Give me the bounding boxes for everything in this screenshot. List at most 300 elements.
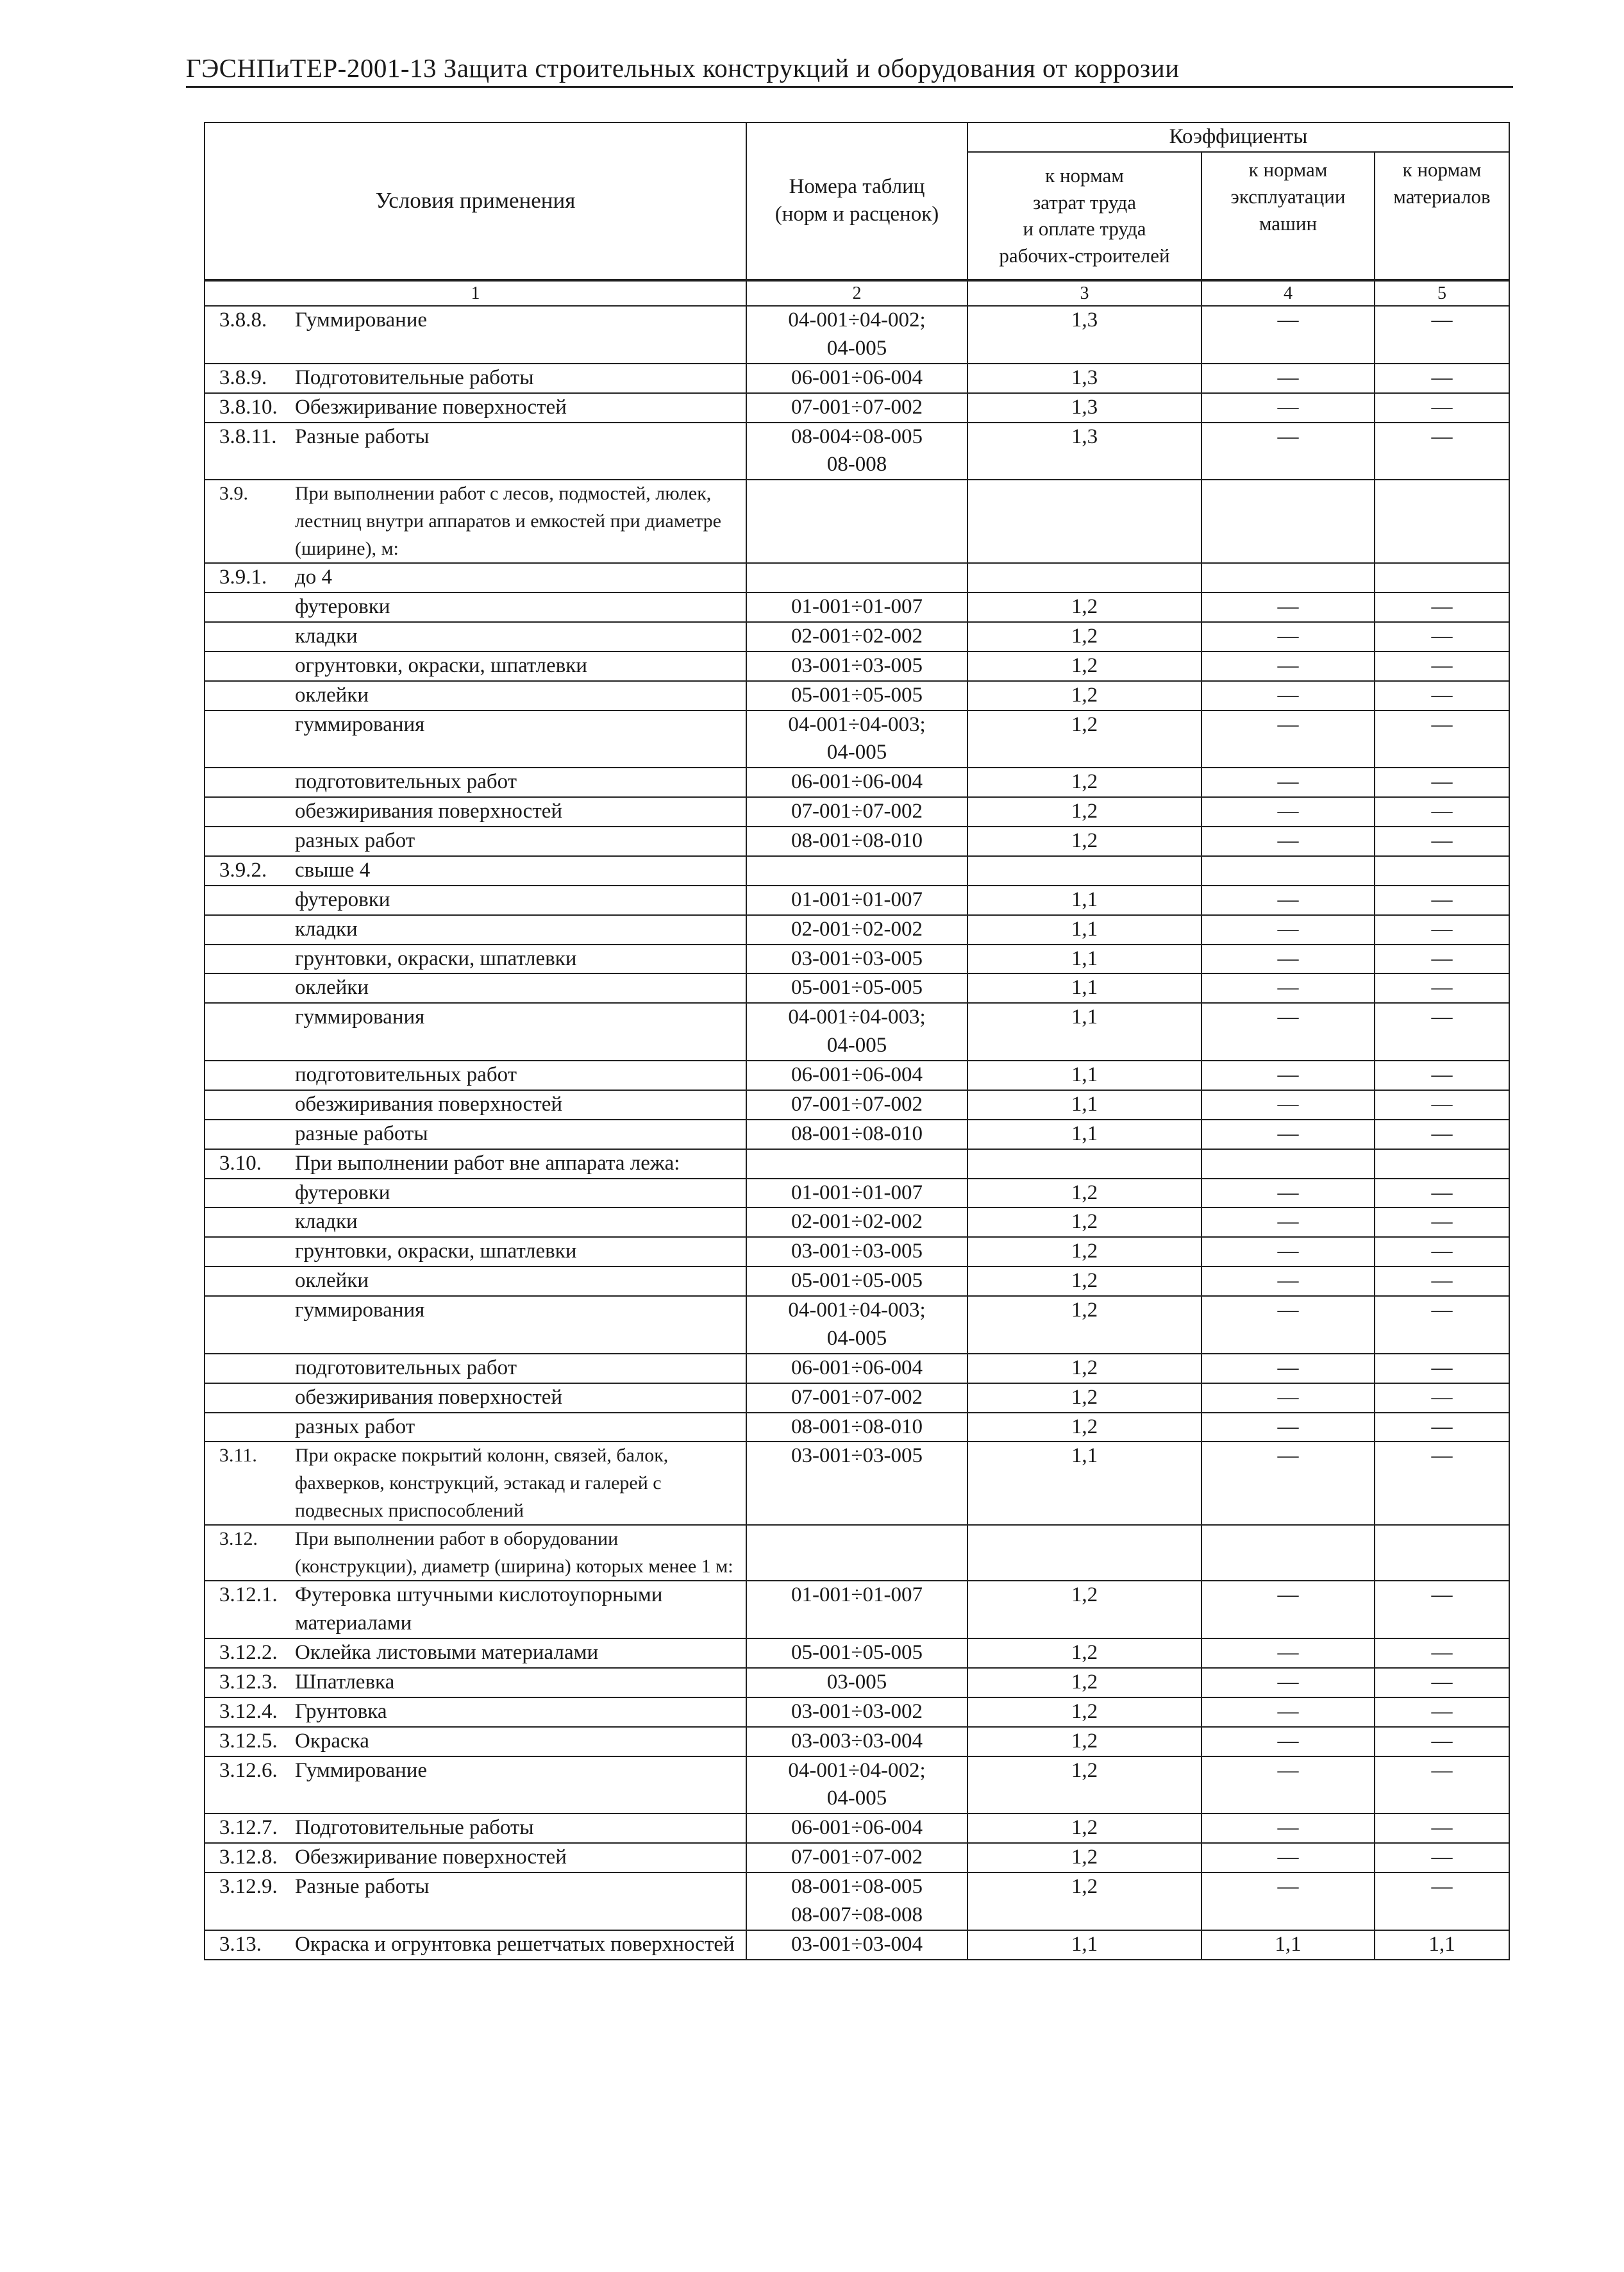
table-row	[205, 1872, 1509, 1930]
materials-coefficient: —	[1375, 1697, 1509, 1727]
materials-coefficient: —	[1375, 1872, 1509, 1930]
table-number-ref: 04-005	[826, 336, 887, 360]
condition-text: футеровки	[295, 595, 390, 619]
condition-text: Футеровка штучными кислотоупорными материалами	[295, 1583, 663, 1635]
table-row	[205, 681, 1509, 711]
table-numbers-cell	[746, 622, 967, 652]
labor-coefficient: 1,1	[967, 973, 1201, 1003]
condition-cell	[205, 1843, 746, 1872]
condition-text: оклейки	[295, 683, 369, 707]
table-number-ref: 02-001÷02-002	[791, 1210, 923, 1234]
materials-coefficient: —	[1375, 1120, 1509, 1149]
table-number-ref: 05-001÷05-005	[791, 1269, 923, 1293]
condition-cell	[205, 681, 746, 711]
machines-coefficient	[1201, 563, 1375, 593]
machines-coefficient: —	[1201, 393, 1375, 423]
materials-coefficient	[1375, 1525, 1509, 1581]
machines-coefficient: —	[1201, 886, 1375, 915]
machines-coefficient: —	[1201, 1266, 1375, 1296]
machines-coefficient: —	[1201, 1843, 1375, 1872]
labor-coefficient: 1,2	[967, 1354, 1201, 1383]
machines-coefficient	[1201, 1525, 1375, 1581]
table-numbers-cell	[746, 1296, 967, 1354]
machines-coefficient: —	[1201, 711, 1375, 768]
condition-text: свыше 4	[295, 858, 371, 882]
table-number-ref: 06-001÷06-004	[791, 1816, 923, 1840]
condition-cell	[205, 364, 746, 393]
labor-coefficient: 1,2	[967, 827, 1201, 856]
condition-text: до 4	[295, 566, 333, 589]
table-row	[205, 856, 1509, 886]
item-number: 3.8.9.	[219, 366, 267, 389]
item-number: 3.12.6.	[219, 1758, 278, 1782]
table-row	[205, 1061, 1509, 1090]
table-number-ref: 03-001÷03-005	[791, 947, 923, 970]
condition-text: оклейки	[295, 976, 369, 1000]
materials-coefficient: —	[1375, 1266, 1509, 1296]
table-numbers-cell	[746, 1727, 967, 1756]
table-numbers-cell	[746, 973, 967, 1003]
table-number-ref: 04-001÷04-002;	[788, 308, 926, 332]
table-row	[205, 1413, 1509, 1442]
labor-coefficient: 1,3	[967, 306, 1201, 364]
labor-coefficient: 1,2	[967, 1266, 1201, 1296]
labor-coefficient: 1,2	[967, 1727, 1201, 1756]
machines-coefficient: —	[1201, 1413, 1375, 1442]
table-row	[205, 306, 1509, 364]
machines-coefficient: —	[1201, 1872, 1375, 1930]
table-numbers-cell	[746, 1813, 967, 1843]
labor-coefficient: 1,1	[967, 1061, 1201, 1090]
table-row	[205, 711, 1509, 768]
table-row	[205, 1383, 1509, 1413]
table-numbers-cell	[746, 1120, 967, 1149]
machines-coefficient: —	[1201, 1581, 1375, 1638]
condition-text: кладки	[295, 624, 358, 648]
condition-cell	[205, 1581, 746, 1638]
condition-cell	[205, 593, 746, 622]
item-number: 3.8.8.	[219, 308, 267, 332]
table-numbers-cell	[746, 364, 967, 393]
condition-cell	[205, 306, 746, 364]
table-numbers-cell	[746, 768, 967, 797]
header-materials	[1375, 152, 1509, 280]
condition-text: Грунтовка	[295, 1699, 387, 1723]
page-header: ГЭСНПиТЕР-2001-13 Защита строительных конструкций и оборудования от коррозии	[186, 53, 1180, 83]
materials-coefficient: —	[1375, 1756, 1509, 1814]
materials-coefficient	[1375, 1149, 1509, 1179]
table-number-ref: 07-001÷07-002	[791, 1846, 923, 1869]
condition-text: Подготовительные работы	[295, 366, 534, 389]
table-numbers-cell	[746, 1208, 967, 1237]
table-row	[205, 886, 1509, 915]
condition-cell	[205, 1237, 746, 1266]
condition-cell	[205, 1354, 746, 1383]
table-number-ref: 04-001÷04-003;	[788, 1006, 926, 1029]
labor-coefficient: 1,2	[967, 1296, 1201, 1354]
table-number-ref: 05-001÷05-005	[791, 976, 923, 1000]
labor-coefficient: 1,1	[967, 886, 1201, 915]
materials-coefficient	[1375, 480, 1509, 563]
table-number-ref: 06-001÷06-004	[791, 1356, 923, 1379]
table-numbers-cell	[746, 797, 967, 827]
labor-coefficient	[967, 480, 1201, 563]
materials-coefficient: —	[1375, 915, 1509, 945]
materials-coefficient: —	[1375, 1003, 1509, 1061]
materials-coefficient: —	[1375, 306, 1509, 364]
table-number-ref: 02-001÷02-002	[791, 917, 923, 941]
item-number: 3.10.	[219, 1151, 262, 1175]
materials-coefficient	[1375, 856, 1509, 886]
table-row	[205, 423, 1509, 480]
condition-cell	[205, 480, 746, 563]
item-number: 3.12.8.	[219, 1846, 278, 1869]
table-row	[205, 1727, 1509, 1756]
labor-coefficient: 1,2	[967, 1413, 1201, 1442]
table-row	[205, 1442, 1509, 1525]
table-numbers-cell	[746, 886, 967, 915]
table-numbers-cell	[746, 1237, 967, 1266]
table-number-ref: 03-001÷03-002	[791, 1699, 923, 1723]
table-row	[205, 1697, 1509, 1727]
materials-coefficient: —	[1375, 1237, 1509, 1266]
table-row	[205, 1237, 1509, 1266]
condition-text: оклейки	[295, 1269, 369, 1293]
machines-coefficient: —	[1201, 797, 1375, 827]
machines-coefficient	[1201, 856, 1375, 886]
labor-coefficient: 1,1	[967, 1003, 1201, 1061]
condition-cell	[205, 1061, 746, 1090]
table-row	[205, 768, 1509, 797]
condition-text: разных работ	[295, 1415, 415, 1438]
table-number-ref: 06-001÷06-004	[791, 366, 923, 389]
table-row	[205, 622, 1509, 652]
item-number: 3.12.	[219, 1528, 258, 1550]
header-labor-line: затрат труда	[1033, 190, 1136, 214]
machines-coefficient	[1201, 480, 1375, 563]
materials-coefficient: —	[1375, 1208, 1509, 1237]
materials-coefficient: —	[1375, 1090, 1509, 1120]
table-number-ref: 04-005	[826, 1034, 887, 1057]
condition-text: обезжиривания поверхностей	[295, 1385, 563, 1409]
materials-coefficient: —	[1375, 622, 1509, 652]
labor-coefficient: 1,2	[967, 1208, 1201, 1237]
materials-coefficient: —	[1375, 1813, 1509, 1843]
labor-coefficient	[967, 1525, 1201, 1581]
labor-coefficient: 1,1	[967, 945, 1201, 974]
header-machines-line: машин	[1259, 212, 1318, 235]
machines-coefficient: —	[1201, 1237, 1375, 1266]
condition-cell	[205, 1697, 746, 1727]
table-numbers-cell	[746, 1525, 967, 1581]
labor-coefficient: 1,2	[967, 1638, 1201, 1668]
condition-cell	[205, 1668, 746, 1697]
table-number-ref: 05-001÷05-005	[791, 683, 923, 707]
item-number: 3.9.	[219, 483, 248, 505]
machines-coefficient: —	[1201, 593, 1375, 622]
condition-text: обезжиривания поверхностей	[295, 800, 563, 823]
machines-coefficient: —	[1201, 945, 1375, 974]
condition-cell	[205, 1872, 746, 1930]
table-number-ref: 06-001÷06-004	[791, 770, 923, 794]
table-number-ref: 05-001÷05-005	[791, 1641, 923, 1665]
item-number: 3.12.7.	[219, 1816, 278, 1840]
table-header	[205, 122, 1509, 306]
header-table-numbers-line: (норм и расценок)	[774, 203, 939, 226]
table-row	[205, 1090, 1509, 1120]
condition-cell	[205, 945, 746, 974]
labor-coefficient	[967, 563, 1201, 593]
condition-text: При выполнении работ с лесов, подмостей, люлек, лестниц внутри аппаратов и емкостей при диаметре (ширине), м:	[295, 483, 721, 559]
condition-cell	[205, 1383, 746, 1413]
condition-cell	[205, 423, 746, 480]
materials-coefficient: —	[1375, 768, 1509, 797]
labor-coefficient: 1,1	[967, 1930, 1201, 1960]
table-number-ref: 03-001÷03-005	[791, 653, 923, 677]
table-numbers-cell	[746, 1442, 967, 1525]
table-number-ref: 08-001÷08-010	[791, 1415, 923, 1438]
table-row	[205, 1296, 1509, 1354]
machines-coefficient: —	[1201, 768, 1375, 797]
table-number-ref: 02-001÷02-002	[791, 624, 923, 648]
labor-coefficient: 1,3	[967, 364, 1201, 393]
condition-cell	[205, 1179, 746, 1208]
materials-coefficient: —	[1375, 1727, 1509, 1756]
labor-coefficient: 1,1	[967, 1090, 1201, 1120]
table-row	[205, 480, 1509, 563]
machines-coefficient: —	[1201, 1383, 1375, 1413]
condition-text: Разные работы	[295, 425, 430, 448]
materials-coefficient: —	[1375, 1383, 1509, 1413]
machines-coefficient: 1,1	[1201, 1930, 1375, 1960]
table-row	[205, 652, 1509, 681]
table-numbers-cell	[746, 1149, 967, 1179]
condition-cell	[205, 1266, 746, 1296]
condition-text: При окраске покрытий колонн, связей, балок, фахверков, конструкций, эстакад и галерей с подвесных приспособлений	[295, 1445, 669, 1521]
condition-text: Подготовительные работы	[295, 1816, 534, 1840]
table-numbers-cell	[746, 306, 967, 364]
table-number-ref: 01-001÷01-007	[791, 1181, 923, 1204]
condition-cell	[205, 1756, 746, 1814]
condition-text: Обезжиривание поверхностей	[295, 1846, 567, 1869]
machines-coefficient: —	[1201, 1727, 1375, 1756]
table-number-ref: 08-001÷08-010	[791, 829, 923, 853]
condition-text: Окраска	[295, 1729, 369, 1753]
condition-cell	[205, 886, 746, 915]
header-conditions: Условия применения	[205, 122, 746, 280]
materials-coefficient: —	[1375, 1668, 1509, 1697]
table-row	[205, 593, 1509, 622]
table-row	[205, 1179, 1509, 1208]
table-numbers-cell	[746, 827, 967, 856]
table-row	[205, 1756, 1509, 1814]
table-number-ref: 04-001÷04-003;	[788, 712, 926, 736]
labor-coefficient: 1,2	[967, 1756, 1201, 1814]
labor-coefficient: 1,2	[967, 1179, 1201, 1208]
condition-cell	[205, 622, 746, 652]
condition-cell	[205, 711, 746, 768]
table-numbers-cell	[746, 1354, 967, 1383]
table-numbers-cell	[746, 593, 967, 622]
condition-cell	[205, 915, 746, 945]
machines-coefficient: —	[1201, 1354, 1375, 1383]
condition-text: грунтовки, окраски, шпатлевки	[295, 947, 577, 970]
machines-coefficient: —	[1201, 652, 1375, 681]
item-number: 3.9.1.	[219, 566, 267, 589]
machines-coefficient: —	[1201, 423, 1375, 480]
machines-coefficient: —	[1201, 973, 1375, 1003]
table-row	[205, 393, 1509, 423]
table-number-ref: 03-001÷03-004	[791, 1932, 923, 1956]
table-numbers-cell	[746, 945, 967, 974]
labor-coefficient: 1,2	[967, 681, 1201, 711]
condition-cell	[205, 797, 746, 827]
column-numbers-row	[205, 280, 1509, 306]
table-number-ref: 07-001÷07-002	[791, 1385, 923, 1409]
header-machines-line: к нормам	[1248, 158, 1328, 181]
labor-coefficient: 1,2	[967, 1383, 1201, 1413]
condition-text: Окраска и огрунтовка решетчатых поверхностей	[295, 1932, 735, 1956]
table-numbers-cell	[746, 1061, 967, 1090]
materials-coefficient: —	[1375, 1354, 1509, 1383]
item-number: 3.12.3.	[219, 1670, 278, 1694]
materials-coefficient: —	[1375, 423, 1509, 480]
header-materials-line: материалов	[1393, 185, 1491, 208]
machines-coefficient: —	[1201, 1668, 1375, 1697]
materials-coefficient: —	[1375, 393, 1509, 423]
table-number-ref: 06-001÷06-004	[791, 1063, 923, 1087]
materials-coefficient: —	[1375, 681, 1509, 711]
table-row	[205, 1208, 1509, 1237]
table-numbers-cell	[746, 1638, 967, 1668]
table-row	[205, 1581, 1509, 1638]
condition-text: разных работ	[295, 829, 415, 853]
condition-text: футеровки	[295, 888, 390, 911]
table-number-ref: 07-001÷07-002	[791, 800, 923, 823]
table-row	[205, 1149, 1509, 1179]
table-row	[205, 1525, 1509, 1581]
condition-cell	[205, 1727, 746, 1756]
condition-text: Шпатлевка	[295, 1670, 395, 1694]
labor-coefficient: 1,2	[967, 797, 1201, 827]
condition-text: подготовительных работ	[295, 1356, 517, 1379]
table-row	[205, 1266, 1509, 1296]
column-number: 5	[1375, 280, 1509, 306]
item-number: 3.11.	[219, 1445, 257, 1467]
condition-text: гуммирования	[295, 1006, 425, 1029]
condition-cell	[205, 1090, 746, 1120]
materials-coefficient: —	[1375, 1296, 1509, 1354]
machines-coefficient: —	[1201, 681, 1375, 711]
table-row	[205, 1930, 1509, 1960]
header-table-numbers	[746, 122, 967, 280]
machines-coefficient: —	[1201, 1813, 1375, 1843]
materials-coefficient: —	[1375, 652, 1509, 681]
column-number: 2	[746, 280, 967, 306]
materials-coefficient: —	[1375, 945, 1509, 974]
table-numbers-cell	[746, 1581, 967, 1638]
table-numbers-cell	[746, 1872, 967, 1930]
table-number-ref: 04-005	[826, 1326, 887, 1350]
condition-cell	[205, 768, 746, 797]
table-numbers-cell	[746, 652, 967, 681]
item-number: 3.12.4.	[219, 1699, 278, 1723]
materials-coefficient	[1375, 563, 1509, 593]
table-numbers-cell	[746, 1668, 967, 1697]
condition-cell	[205, 1296, 746, 1354]
materials-coefficient: —	[1375, 1581, 1509, 1638]
condition-text: обезжиривания поверхностей	[295, 1092, 563, 1116]
table-row	[205, 827, 1509, 856]
labor-coefficient: 1,2	[967, 1668, 1201, 1697]
table-row	[205, 563, 1509, 593]
condition-text: огрунтовки, окраски, шпатлевки	[295, 653, 587, 677]
table-number-ref: 03-001÷03-005	[791, 1444, 923, 1468]
condition-cell	[205, 1003, 746, 1061]
table-numbers-cell	[746, 1003, 967, 1061]
table-row	[205, 1003, 1509, 1061]
materials-coefficient: 1,1	[1375, 1930, 1509, 1960]
condition-cell	[205, 1149, 746, 1179]
materials-coefficient: —	[1375, 797, 1509, 827]
condition-text: подготовительных работ	[295, 1063, 517, 1087]
table-number-ref: 08-001÷08-010	[791, 1122, 923, 1145]
column-number: 3	[967, 280, 1201, 306]
item-number: 3.12.1.	[219, 1583, 278, 1607]
labor-coefficient: 1,2	[967, 1872, 1201, 1930]
machines-coefficient: —	[1201, 306, 1375, 364]
table-number-ref: 01-001÷01-007	[791, 1583, 923, 1607]
machines-coefficient: —	[1201, 1638, 1375, 1668]
table-row	[205, 364, 1509, 393]
machines-coefficient: —	[1201, 1061, 1375, 1090]
condition-text: разные работы	[295, 1122, 428, 1145]
table-number-ref: 08-007÷08-008	[791, 1903, 923, 1926]
table-number-ref: 08-004÷08-005	[791, 425, 923, 448]
labor-coefficient: 1,2	[967, 593, 1201, 622]
materials-coefficient: —	[1375, 1843, 1509, 1872]
condition-text: футеровки	[295, 1181, 390, 1204]
table-row	[205, 1668, 1509, 1697]
table-numbers-cell	[746, 563, 967, 593]
materials-coefficient: —	[1375, 1061, 1509, 1090]
condition-text: Разные работы	[295, 1875, 430, 1899]
labor-coefficient	[967, 856, 1201, 886]
materials-coefficient: —	[1375, 827, 1509, 856]
header-coefficients: Коэффициенты	[967, 122, 1509, 152]
labor-coefficient: 1,2	[967, 1813, 1201, 1843]
table-number-ref: 07-001÷07-002	[791, 395, 923, 419]
condition-text: Гуммирование	[295, 1758, 428, 1782]
header-materials-line: к нормам	[1402, 158, 1482, 181]
machines-coefficient: —	[1201, 1090, 1375, 1120]
item-number: 3.8.10.	[219, 395, 278, 419]
table-numbers-cell	[746, 711, 967, 768]
condition-cell	[205, 1525, 746, 1581]
machines-coefficient: —	[1201, 915, 1375, 945]
table-numbers-cell	[746, 1697, 967, 1727]
condition-text: кладки	[295, 1210, 358, 1234]
table-numbers-cell	[746, 1756, 967, 1814]
labor-coefficient	[967, 1149, 1201, 1179]
table-numbers-cell	[746, 1179, 967, 1208]
table-row	[205, 1354, 1509, 1383]
table-number-ref: 03-005	[826, 1670, 887, 1694]
condition-cell	[205, 652, 746, 681]
table-number-ref: 07-001÷07-002	[791, 1092, 923, 1116]
table-numbers-cell	[746, 1383, 967, 1413]
table-number-ref: 01-001÷01-007	[791, 595, 923, 619]
